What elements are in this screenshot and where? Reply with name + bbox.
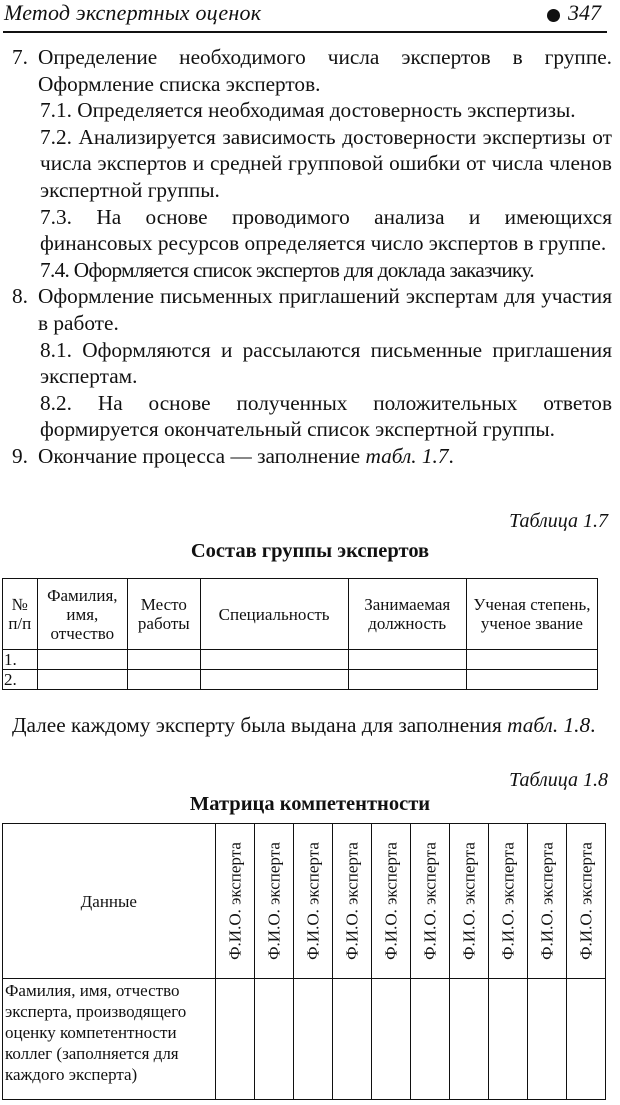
row-label: Фамилия, имя, отчество эксперта, производящего оценку компетентности коллег (заполняется для каждого эксперта) [3, 979, 216, 1100]
expert-header-label: Ф.И.О. эксперта [264, 842, 284, 960]
table-cell: 2. [3, 670, 38, 690]
header-rule [3, 31, 607, 33]
table-reference: табл. 1.8 [507, 713, 591, 737]
table-header-row [3, 579, 598, 650]
table-cell [293, 979, 332, 1100]
table-title: Состав группы экспертов [190, 540, 430, 562]
column-header-expert [527, 824, 566, 979]
table-cell [200, 650, 348, 670]
expert-header-label: Ф.И.О. эксперта [225, 842, 245, 960]
table-cell: 1. [3, 650, 38, 670]
table-cell [466, 670, 597, 690]
expert-header-label: Ф.И.О. эксперта [537, 842, 557, 960]
column-header: Специальность [200, 579, 348, 650]
list-item-text-end: . [448, 443, 454, 468]
list-item-text-plain: Окончание процесса — заполнение [38, 443, 366, 468]
column-header-expert [254, 824, 293, 979]
bullet-icon [547, 9, 560, 22]
table-caption: Таблица 1.8 [509, 769, 608, 791]
table-cell [410, 979, 449, 1100]
list-item-number: 7. [12, 45, 28, 69]
list-item-text [38, 443, 612, 470]
expert-header-label: Ф.И.О. эксперта [420, 842, 440, 960]
table-cell [128, 670, 201, 690]
column-header: Фамилия, имя, отчество [37, 579, 128, 650]
paragraph-text: Далее каждому эксперту была выдана для заполнения [12, 713, 508, 737]
table-caption: Таблица 1.7 [509, 510, 608, 532]
table-cell [200, 670, 348, 690]
experts-table [2, 578, 598, 690]
list-item-number: 8. [12, 284, 28, 309]
table-cell [348, 650, 466, 670]
expert-header-label: Ф.И.О. эксперта [459, 842, 479, 960]
column-header: Место работы [128, 579, 201, 650]
column-header-expert [293, 824, 332, 979]
paragraph [12, 712, 610, 739]
table-cell [449, 979, 488, 1100]
table-title: Матрица компетентности [189, 793, 431, 815]
expert-header-label: Ф.И.О. эксперта [381, 842, 401, 960]
table-cell [566, 979, 605, 1100]
running-head-title: Метод экспертных оценок [4, 0, 262, 25]
subitem-8-2: 8.2. На основе полученных положительных ответов формируется окончательный список экспертной группы. [40, 390, 612, 442]
table-row [3, 650, 598, 670]
column-header: Занимаемая должность [348, 579, 466, 650]
page-number: 347 [568, 0, 601, 25]
column-header-expert [488, 824, 527, 979]
subitem-7-2: 7.2. Анализируется зависимость достоверности экспертизы от числа экспертов и средней групповой ошибки от числа членов экспертной группы. [40, 124, 612, 202]
expert-header-label: Ф.И.О. эксперта [303, 842, 323, 960]
column-header-expert [410, 824, 449, 979]
competence-matrix [2, 823, 606, 1100]
table-cell [215, 979, 254, 1100]
table-cell [128, 650, 201, 670]
column-header: № п/п [3, 579, 38, 650]
list-item-text: Оформление письменных приглашений экспертам для участия в работе. [38, 284, 612, 335]
subitem-7-4: 7.4. Оформляется список экспертов для доклада заказчику. [40, 257, 534, 282]
list-item-text: Определение необходимого числа экспертов в группе. Оформление списка экспертов. [38, 45, 612, 96]
table-row [3, 979, 606, 1100]
table-cell [348, 670, 466, 690]
table-reference: табл. 1.7 [365, 443, 449, 468]
table-cell [466, 650, 597, 670]
running-head [0, 0, 608, 36]
subitem-8-1: 8.1. Оформляются и рассылаются письменные приглашения экспертам. [40, 337, 612, 389]
expert-header-label: Ф.И.О. эксперта [498, 842, 518, 960]
column-header-expert [566, 824, 605, 979]
table-header-row [3, 824, 606, 979]
column-header-expert [449, 824, 488, 979]
subitem-7-1: 7.1. Определяется необходимая достоверность экспертизы. [40, 98, 576, 123]
expert-header-label: Ф.И.О. эксперта [342, 842, 362, 960]
table-cell [527, 979, 566, 1100]
numbered-list [12, 44, 612, 470]
table-cell [488, 979, 527, 1100]
table-row [3, 670, 598, 690]
table-cell [37, 650, 128, 670]
expert-header-label: Ф.И.О. эксперта [576, 842, 596, 960]
table-cell [332, 979, 371, 1100]
list-item-9 [12, 443, 612, 470]
column-header: Ученая степень, ученое звание [466, 579, 597, 650]
column-header-expert [332, 824, 371, 979]
table-cell [371, 979, 410, 1100]
table-cell [254, 979, 293, 1100]
list-item-7 [12, 44, 612, 97]
subitem-7-3: 7.3. На основе проводимого анализа и имеющихся финансовых ресурсов определяется число экспертов в группе. [40, 204, 612, 256]
list-item-8 [12, 283, 612, 336]
paragraph-text-end: . [590, 713, 596, 737]
list-item-number: 9. [12, 443, 28, 468]
table-cell [37, 670, 128, 690]
column-header-expert [371, 824, 410, 979]
column-header-data: Данные [3, 824, 216, 979]
column-header-expert [215, 824, 254, 979]
